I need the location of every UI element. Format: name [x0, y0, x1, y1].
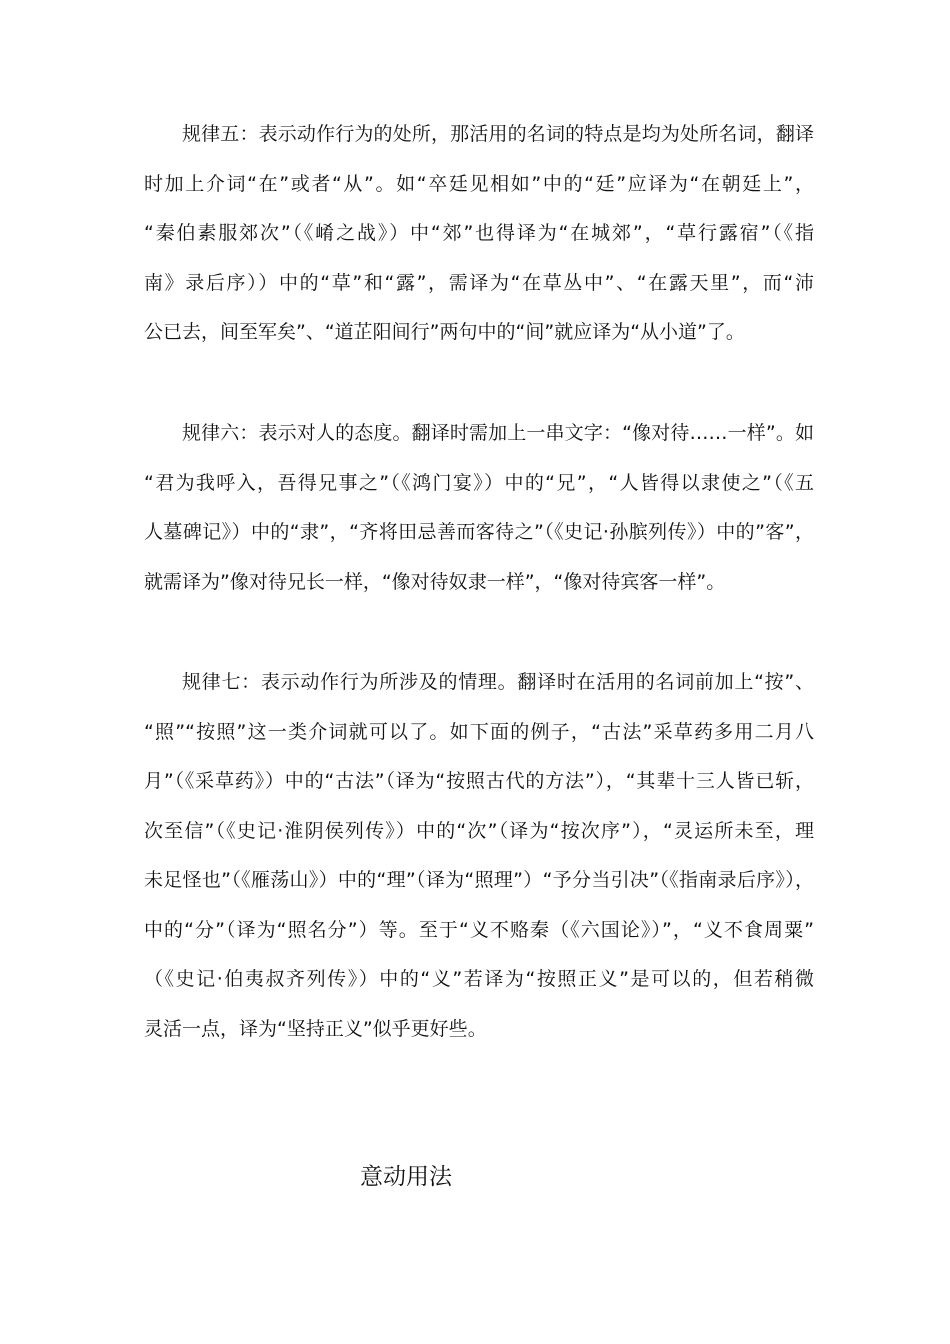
paragraph-line: “君为我呼入，吾得兄事之”（《鸿门宴》）中的“兄”，“人皆得以隶使之”（《五: [144, 471, 814, 494]
paragraph-line: “秦伯素服郊次”（《崤之战》）中“郊”也得译为“在城郊”，“草行露宿”（《指: [144, 222, 814, 244]
paragraph-line: 时加上介词“在”或者“从”。如“卒廷见相如”中的“廷”应译为“在朝廷上”，: [144, 172, 814, 195]
paragraph-line: 月”（《采草药》）中的“古法”（译为“按照古代的方法”），“其辈十三人皆已斩，: [144, 770, 814, 792]
paragraph-line: 人墓碑记》）中的“隶”，“齐将田忌善而客待之”（《史记·孙膑列传》）中的”客”，: [144, 521, 814, 543]
paragraph-line: 南》录后序））中的“草”和“露”，需译为“在草丛中”、“在露天里”，而“沛: [144, 271, 814, 294]
rule-five-paragraph: [144, 110, 814, 358]
paragraph-line: 就需译为”像对待兄长一样，“像对待奴隶一样”，“像对待宾客一样”。: [144, 570, 726, 593]
paragraph-line: “照”“按照”这一类介词就可以了。如下面的例子，“古法”采草药多用二月八: [144, 720, 814, 743]
paragraph-line: 规律七：表示动作行为所涉及的情理。翻译时在活用的名词前加上“按”、: [182, 671, 814, 693]
paragraph-line: 中的“分”（译为“照名分”）等。至于“义不赂秦（《六国论》）”，“义不食周粟”: [144, 918, 814, 941]
paragraph-line: 未足怪也”（《雁荡山》）中的“理”（译为“照理”）“予分当引决”（《指南录后序》），: [144, 869, 814, 891]
section-heading: 意动用法: [360, 1164, 452, 1190]
paragraph-line: 规律六：表示对人的态度。翻译时需加上一串文字：“像对待……一样”。如: [182, 422, 814, 444]
rule-seven-paragraph: [144, 658, 814, 1054]
paragraph-line: 次至信”（《史记·淮阴侯列传》）中的“次”（译为“按次序”），“灵运所未至，理: [144, 819, 814, 842]
rule-six-paragraph: [144, 409, 814, 607]
paragraph-line: 规律五：表示动作行为的处所，那活用的名词的特点是均为处所名词，翻译: [182, 123, 814, 145]
paragraph-line: 公已去，间至军矣”、“道芷阳间行”两句中的“间”就应译为“从小道”了。: [144, 321, 745, 343]
paragraph-line: （《史记·伯夷叔齐列传》）中的“义”若译为“按照正义”是可以的，但若稍微: [144, 968, 814, 990]
paragraph-line: 灵活一点，译为“坚持正义”似乎更好些。: [144, 1017, 487, 1040]
